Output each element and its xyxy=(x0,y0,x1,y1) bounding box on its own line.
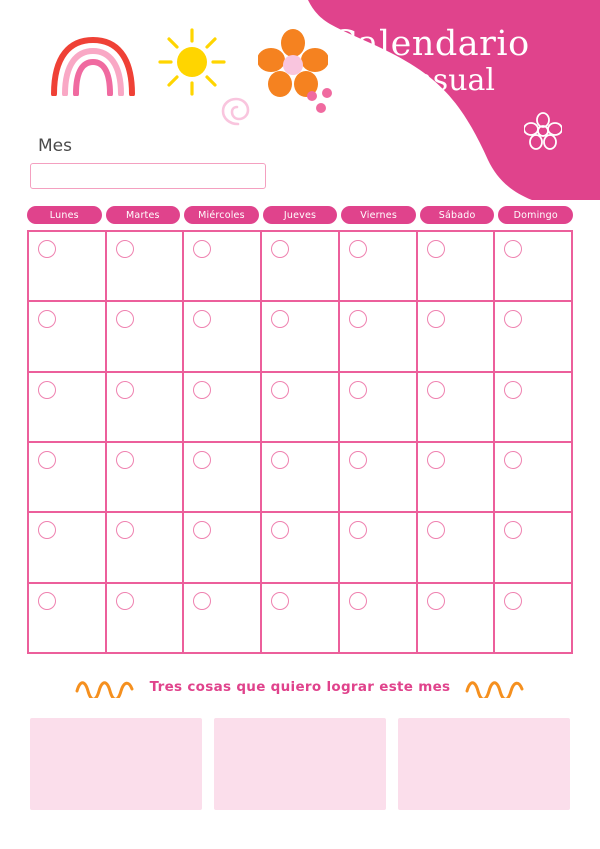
month-label: Mes xyxy=(38,136,72,156)
day-number-circle xyxy=(349,240,367,258)
day-number-circle xyxy=(504,240,522,258)
day-number-circle xyxy=(504,521,522,539)
calendar-day-cell[interactable] xyxy=(418,373,496,443)
day-number-circle xyxy=(349,592,367,610)
goal-box-1[interactable] xyxy=(30,718,202,810)
goal-boxes xyxy=(30,718,570,810)
goal-box-3[interactable] xyxy=(398,718,570,810)
calendar-day-cell[interactable] xyxy=(184,232,262,302)
goals-header xyxy=(30,672,570,702)
calendar-day-cell[interactable] xyxy=(184,443,262,513)
day-number-circle xyxy=(193,240,211,258)
calendar-day-cell[interactable] xyxy=(262,232,340,302)
day-number-circle xyxy=(193,381,211,399)
page-title xyxy=(290,26,570,96)
calendar-day-cell[interactable] xyxy=(340,302,418,372)
calendar-day-cell[interactable] xyxy=(29,373,107,443)
day-number-circle xyxy=(271,521,289,539)
goal-box-2[interactable] xyxy=(214,718,386,810)
calendar-day-cell[interactable] xyxy=(495,232,573,302)
weekday-pill-viernes: Viernes xyxy=(341,206,416,224)
day-number-circle xyxy=(349,521,367,539)
calendar-day-cell[interactable] xyxy=(495,373,573,443)
day-number-circle xyxy=(38,451,56,469)
day-number-circle xyxy=(427,240,445,258)
day-number-circle xyxy=(193,451,211,469)
day-number-circle xyxy=(38,240,56,258)
calendar-day-cell[interactable] xyxy=(340,232,418,302)
calendar-day-cell[interactable] xyxy=(107,443,185,513)
day-number-circle xyxy=(349,310,367,328)
calendar-day-cell[interactable] xyxy=(107,584,185,654)
day-number-circle xyxy=(504,310,522,328)
day-number-circle xyxy=(504,451,522,469)
calendar-day-cell[interactable] xyxy=(184,302,262,372)
calendar-day-cell[interactable] xyxy=(495,584,573,654)
day-number-circle xyxy=(193,592,211,610)
day-number-circle xyxy=(271,381,289,399)
squiggle-left-icon xyxy=(74,676,136,698)
day-number-circle xyxy=(427,451,445,469)
calendar-day-cell[interactable] xyxy=(340,584,418,654)
calendar-day-cell[interactable] xyxy=(495,302,573,372)
calendar-day-cell[interactable] xyxy=(262,373,340,443)
day-number-circle xyxy=(38,521,56,539)
day-number-circle xyxy=(349,381,367,399)
day-number-circle xyxy=(193,521,211,539)
day-number-circle xyxy=(349,451,367,469)
calendar-day-cell[interactable] xyxy=(184,584,262,654)
day-number-circle xyxy=(271,310,289,328)
spiral-icon xyxy=(218,92,258,132)
day-number-circle xyxy=(504,381,522,399)
calendar-grid xyxy=(27,230,573,654)
day-number-circle xyxy=(271,240,289,258)
calendar-day-cell[interactable] xyxy=(107,373,185,443)
calendar-day-cell[interactable] xyxy=(107,232,185,302)
calendar-day-cell[interactable] xyxy=(495,513,573,583)
day-number-circle xyxy=(427,310,445,328)
month-input[interactable] xyxy=(30,163,266,189)
weekday-header-row xyxy=(27,206,573,224)
calendar-day-cell[interactable] xyxy=(29,513,107,583)
calendar-day-cell[interactable] xyxy=(107,302,185,372)
day-number-circle xyxy=(504,592,522,610)
weekday-pill-domingo: Domingo xyxy=(498,206,573,224)
weekday-pill-martes: Martes xyxy=(106,206,181,224)
title-line-1: Calendario xyxy=(330,24,530,64)
day-number-circle xyxy=(116,521,134,539)
calendar-day-cell[interactable] xyxy=(418,232,496,302)
day-number-circle xyxy=(427,381,445,399)
calendar-day-cell[interactable] xyxy=(107,513,185,583)
calendar-day-cell[interactable] xyxy=(184,373,262,443)
goals-title: Tres cosas que quiero lograr este mes xyxy=(149,679,451,695)
day-number-circle xyxy=(427,521,445,539)
calendar-day-cell[interactable] xyxy=(29,302,107,372)
calendar-day-cell[interactable] xyxy=(184,513,262,583)
rainbow-icon xyxy=(48,34,138,96)
day-number-circle xyxy=(271,451,289,469)
weekday-pill-sabado: Sábado xyxy=(420,206,495,224)
day-number-circle xyxy=(116,240,134,258)
title-line-2: Mensual xyxy=(365,62,495,98)
calendar-day-cell[interactable] xyxy=(340,373,418,443)
day-number-circle xyxy=(38,310,56,328)
calendar-day-cell[interactable] xyxy=(29,443,107,513)
day-number-circle xyxy=(427,592,445,610)
day-number-circle xyxy=(116,381,134,399)
day-number-circle xyxy=(116,592,134,610)
calendar-day-cell[interactable] xyxy=(340,443,418,513)
day-number-circle xyxy=(38,592,56,610)
white-flower-icon xyxy=(524,112,562,150)
day-number-circle xyxy=(271,592,289,610)
calendar-day-cell[interactable] xyxy=(262,584,340,654)
weekday-pill-jueves: Jueves xyxy=(263,206,338,224)
calendar-day-cell[interactable] xyxy=(262,443,340,513)
calendar-day-cell[interactable] xyxy=(29,232,107,302)
day-number-circle xyxy=(116,310,134,328)
calendar-day-cell[interactable] xyxy=(495,443,573,513)
weekday-pill-miercoles: Miércoles xyxy=(184,206,259,224)
sun-icon xyxy=(152,22,232,102)
calendar-day-cell[interactable] xyxy=(262,513,340,583)
month-field-block xyxy=(30,136,270,189)
day-number-circle xyxy=(116,451,134,469)
squiggle-right-icon xyxy=(464,676,526,698)
day-number-circle xyxy=(193,310,211,328)
calendar-day-cell[interactable] xyxy=(418,584,496,654)
day-number-circle xyxy=(38,381,56,399)
calendar-day-cell[interactable] xyxy=(340,513,418,583)
calendar-day-cell[interactable] xyxy=(418,513,496,583)
calendar-day-cell[interactable] xyxy=(262,302,340,372)
calendar-day-cell[interactable] xyxy=(418,443,496,513)
calendar-day-cell[interactable] xyxy=(29,584,107,654)
calendar-day-cell[interactable] xyxy=(418,302,496,372)
weekday-pill-lunes: Lunes xyxy=(27,206,102,224)
